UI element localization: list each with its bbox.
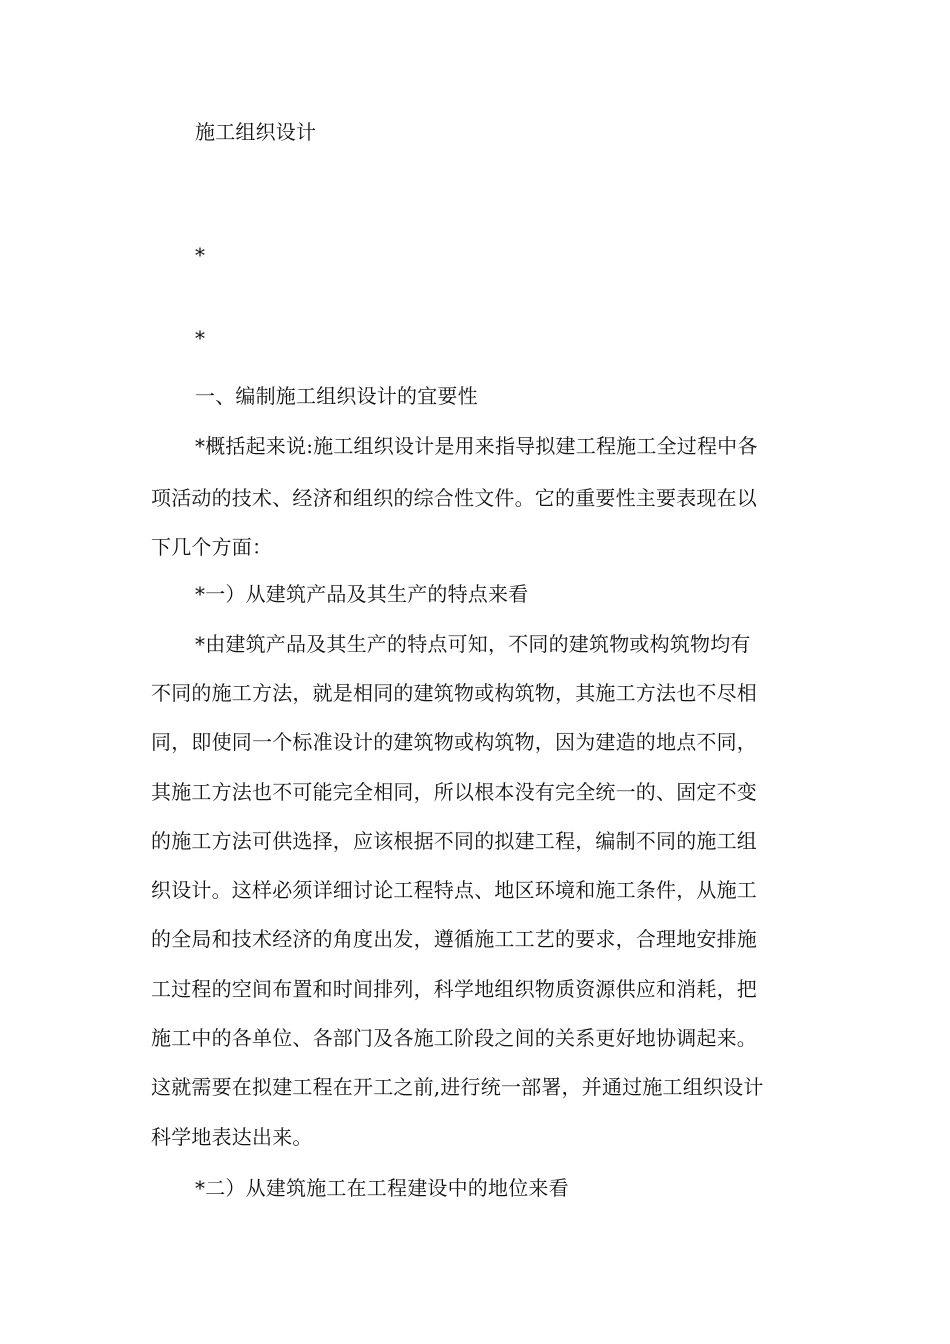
paragraph-line: 的全局和技术经济的角度出发，遵循施工工艺的要求，合理地安排施: [151, 927, 757, 951]
document-title: 施工组织设计: [195, 120, 317, 144]
paragraph-line: 这就需要在拟建工程在开工之前,进行统一部署，并通过施工组织设计: [151, 1075, 764, 1099]
subheading: *二）从建筑施工在工程建设中的地位来看: [195, 1176, 569, 1200]
section-heading: 一、编制施工组织设计的宜要性: [195, 384, 478, 408]
paragraph-line: 下几个方面：: [151, 535, 273, 559]
paragraph-line: 同，即使同一个标准设计的建筑物或构筑物，因为建造的地点不同，: [151, 730, 757, 754]
paragraph-line: 的施工方法可供选择，应该根据不同的拟建工程，编制不同的施工组: [151, 829, 757, 853]
paragraph-line: *由建筑产品及其生产的特点可知，不同的建筑物或构筑物均有: [195, 632, 751, 656]
paragraph-line: 项活动的技术、经济和组织的综合性文件。它的重要性主要表现在以: [151, 486, 757, 510]
paragraph-line: 工过程的空间布置和时间排列，科学地组织物质资源供应和消耗，把: [151, 977, 757, 1001]
paragraph-line: *概括起来说:施工组织设计是用来指导拟建工程施工全过程中各: [195, 434, 758, 458]
bullet-marker: *: [195, 243, 206, 267]
paragraph-line: 不同的施工方法，就是相同的建筑物或构筑物，其施工方法也不尽相: [151, 681, 757, 705]
subheading: *一）从建筑产品及其生产的特点来看: [195, 582, 529, 606]
paragraph-line: 施工中的各单位、各部门及各施工阶段之间的关系更好地协调起来。: [151, 1026, 757, 1050]
bullet-marker: *: [195, 326, 206, 350]
paragraph-line: 其施工方法也不可能完全相同，所以根本没有完全统一的、固定不变: [151, 780, 757, 804]
paragraph-line: 科学地表达出来。: [151, 1125, 313, 1149]
paragraph-line: 织设计。这样必须详细讨论工程特点、地区环境和施工条件，从施工: [151, 878, 757, 902]
